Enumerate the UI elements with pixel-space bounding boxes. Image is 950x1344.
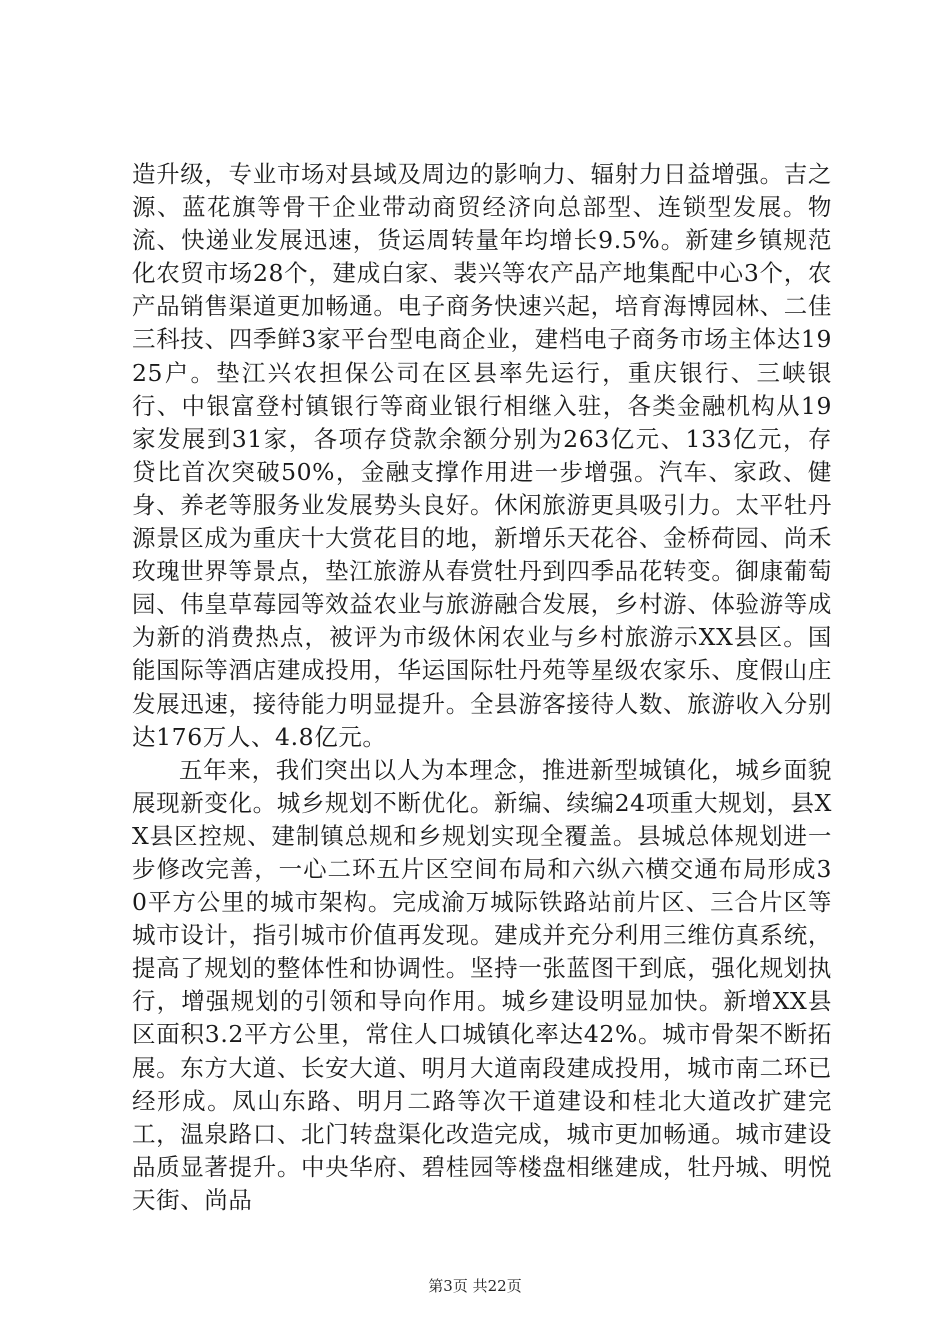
page-footer: 第3页 共22页	[428, 1277, 522, 1295]
document-body	[132, 158, 832, 1217]
paragraph-commerce-tourism: 造升级，专业市场对县域及周边的影响力、辐射力日益增强。吉之源、蓝花旗等骨干企业带动商贸经济向总部型、连锁型发展。物流、快递业发展迅速，货运周转量年均增长9.5%。新建乡镇规范化农贸市场28个，建成白家、裴兴等农产品产地集配中心3个，农产品销售渠道更加畅通。电子商务快速兴起，培育海博园林、二佳三科技、四季鲜3家平台型电商企业，建档电子商务市场主体达1925户。垫江兴农担保公司在区县率先运行，重庆银行、三峡银行、中银富登村镇银行等商业银行相继入驻，各类金融机构从19家发展到31家，各项存贷款余额分别为263亿元、133亿元，存贷比首次突破50%，金融支撑作用进一步增强。汽车、家政、健身、养老等服务业发展势头良好。休闲旅游更具吸引力。太平牡丹源景区成为重庆十大赏花目的地，新增乐天花谷、金桥荷园、尚禾玫瑰世界等景点，垫江旅游从春赏牡丹到四季品花转变。御康葡萄园、伟皇草莓园等效益农业与旅游融合发展，乡村游、体验游等成为新的消费热点，被评为市级休闲农业与乡村旅游示XX县区。国能国际等酒店建成投用，华运国际牡丹苑等星级农家乐、度假山庄发展迅速，接待能力明显提升。全县游客接待人数、旅游收入分别达176万人、4.8亿元。	[132, 160, 832, 751]
paragraph-urbanization: 五年来，我们突出以人为本理念，推进新型城镇化，城乡面貌展现新变化。城乡规划不断优化。新编、续编24项重大规划，县XX县区控规、建制镇总规和乡规划实现全覆盖。县城总体规划进一步修改完善，一心二环五片区空间布局和六纵六横交通布局形成30平方公里的城市架构。完成渝万城际铁路站前片区、三合片区等城市设计，指引城市价值再发现。建成并充分利用三维仿真系统，提高了规划的整体性和协调性。坚持一张蓝图干到底，强化规划执行，增强规划的引领和导向作用。城乡建设明显加快。新增XX县区面积3.2平方公里，常住人口城镇化率达42%。城市骨架不断拓展。东方大道、长安大道、明月大道南段建成投用，城市南二环已经形成。凤山东路、明月二路等次干道建设和桂北大道改扩建完工，温泉路口、北门转盘渠化改造完成，城市更加畅通。城市建设品质显著提升。中央华府、碧桂园等楼盘相继建成，牡丹城、明悦天街、尚品	[132, 755, 832, 1214]
